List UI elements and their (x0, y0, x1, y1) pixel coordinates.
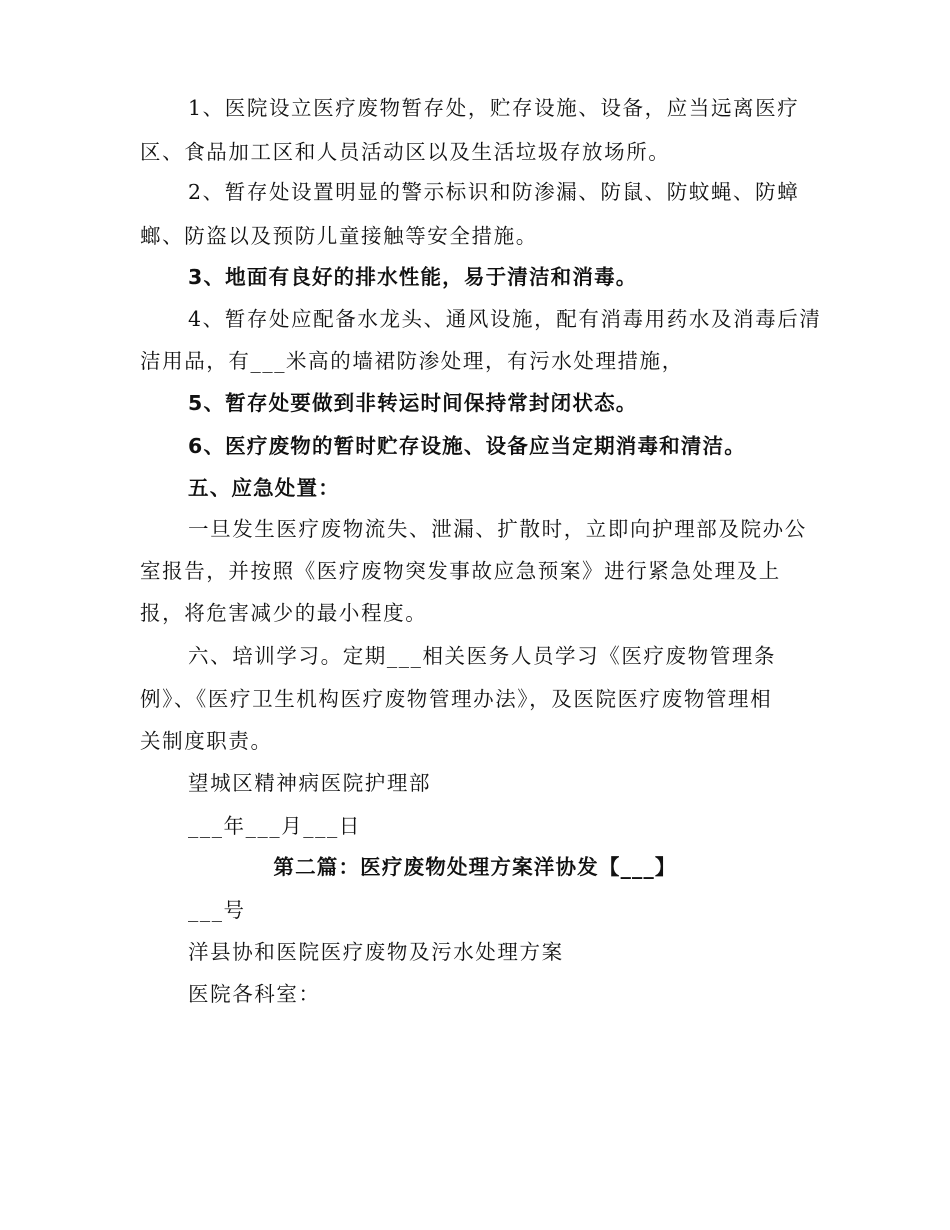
item-4-line-2: 洁用品，有___米高的墙裙防渗处理，有污水处理措施， (140, 349, 684, 373)
part-2-title: 第二篇：医疗废物处理方案洋协发【___】 (273, 855, 677, 879)
addressee: 医院各科室： (188, 982, 321, 1006)
emergency-line-2: 室报告，并按照《医疗废物突发事故应急预案》进行紧急处理及上 (140, 559, 781, 583)
document-title: 洋县协和医院医疗废物及污水处理方案 (188, 940, 564, 964)
item-3-bold: 3、地面有良好的排水性能，易于清洁和消毒。 (188, 265, 638, 289)
emergency-line-3: 报，将危害减少的最小程度。 (140, 601, 428, 625)
section-5-heading: 五、应急处置： (188, 476, 340, 500)
emergency-line-1: 一旦发生医疗废物流失、泄漏、扩散时，立即向护理部及院办公 (188, 517, 807, 541)
document-number: ___号 (188, 898, 246, 922)
training-line-3: 关制度职责。 (140, 729, 273, 753)
item-6-bold: 6、医疗废物的暂时贮存设施、设备应当定期消毒和清洁。 (188, 434, 746, 458)
item-4-line-1: 4、暂存处应配备水龙头、通风设施，配有消毒用药水及消毒后清 (188, 307, 822, 331)
item-1-line-2: 区、食品加工区和人员活动区以及生活垃圾存放场所。 (140, 140, 671, 164)
item-2-line-2: 螂、防盗以及预防儿童接触等安全措施。 (140, 224, 538, 248)
item-1-line-1: 1、医院设立医疗废物暂存处，贮存设施、设备，应当远离医疗 (188, 96, 800, 120)
training-line-1: 六、培训学习。定期___相关医务人员学习《医疗废物管理条 (188, 644, 777, 668)
item-5-bold: 5、暂存处要做到非转运时间保持常封闭状态。 (188, 391, 638, 415)
signature-department: 望城区精神病医院护理部 (188, 771, 432, 795)
training-line-2: 例》、《医疗卫生机构医疗废物管理办法》，及医院医疗废物管理相 (140, 687, 773, 711)
item-2-line-1: 2、暂存处设置明显的警示标识和防渗漏、防鼠、防蚊蝇、防蟑 (188, 180, 800, 204)
signature-date: ___年___月___日 (188, 814, 361, 838)
